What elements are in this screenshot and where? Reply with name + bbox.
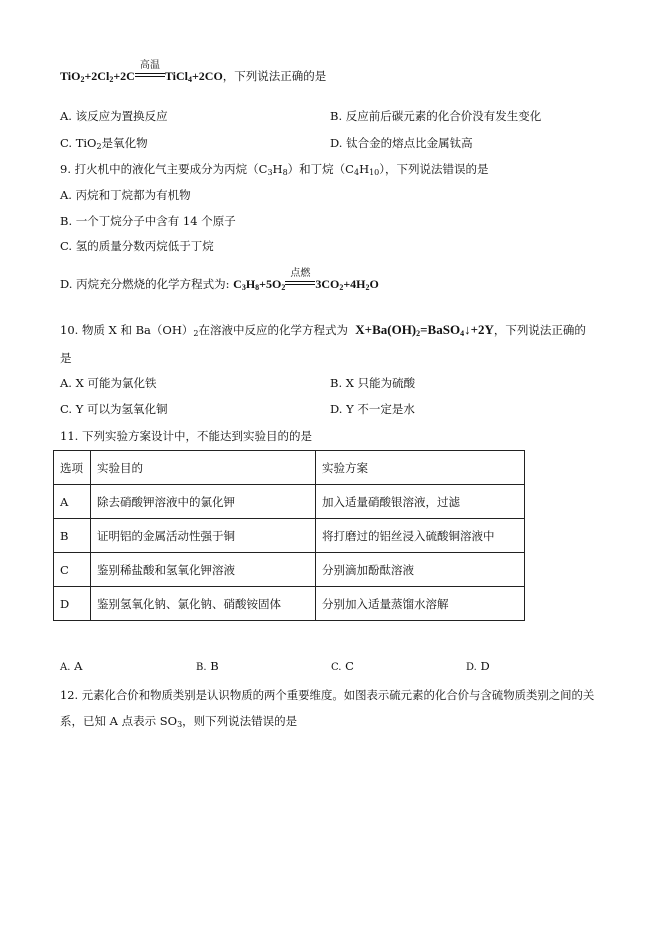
row-plan: 分别加入适量蒸馏水溶解 — [316, 587, 525, 621]
row-option: B — [54, 519, 91, 553]
row-plan: 加入适量硝酸银溶液，过滤 — [316, 485, 525, 519]
table-row — [54, 485, 525, 519]
q11-option-b: B. B — [196, 659, 219, 673]
table-header-row — [54, 451, 525, 485]
q9-option-b: B. 一个丁烷分子中含有 14 个原子 — [60, 214, 236, 228]
row-plan: 分别滴加酚酞溶液 — [316, 553, 525, 587]
q8-option-c: C. TiO$_2$是氧化物 — [60, 136, 148, 151]
table-row — [54, 519, 525, 553]
header-option: 选项 — [54, 451, 91, 485]
row-purpose: 除去硝酸钾溶液中的氯化钾 — [91, 485, 316, 519]
q10-stem-line2: 是 — [60, 351, 72, 365]
q8-option-a: A. 该反应为置换反应 — [60, 109, 168, 123]
table-row — [54, 553, 525, 587]
header-plan: 实验方案 — [316, 451, 525, 485]
row-purpose: 证明铝的金属活动性强于铜 — [91, 519, 316, 553]
row-purpose: 鉴别稀盐酸和氢氧化钾溶液 — [91, 553, 316, 587]
q9-option-a: A. 丙烷和丁烷都为有机物 — [60, 188, 191, 202]
q10-option-c: C. Y 可以为氢氧化铜 — [60, 402, 168, 416]
q9-option-c: C. 氢的质量分数丙烷低于丁烷 — [60, 239, 214, 253]
q10-option-d: D. Y 不一定是水 — [330, 402, 415, 416]
q8-stem-tail: ，下列说法正确的是 — [222, 69, 327, 83]
q11-stem: 11. 下列实验方案设计中，不能达到实验目的的是 — [60, 429, 312, 443]
reaction-condition: 点燃 — [285, 277, 315, 292]
row-option: A — [54, 485, 91, 519]
q10-option-b: B. X 只能为硫酸 — [330, 376, 416, 390]
q8-equation: $TiO_2+2Cl_2+2C$ 高温 TiCl$_4$+2CO — [60, 60, 223, 84]
q10-stem: 10. 物质 X 和 $Ba(OH)_2$在溶液中反应的化学方程式为 $X+Ba(OH)_2=BaSO_4↓+2Y$，下列说法正确的 — [60, 322, 586, 338]
header-purpose: 实验目的 — [91, 451, 316, 485]
q12-stem-line1: 12. 元素化合价和物质类别是认识物质的两个重要维度。如图表示硫元素的化合价与含硫物质类别之间的关 — [60, 688, 595, 702]
q10-equation: $X+Ba(OH)_2=BaSO_4↓+2Y$ — [355, 322, 494, 338]
reaction-condition: 高温 — [135, 69, 165, 84]
q11-experiment-table — [53, 450, 525, 621]
q10-option-a: A. X 可能为氯化铁 — [60, 376, 157, 390]
q9-option-d: D. 丙烷充分燃烧的化学方程式为: $C_3H_8+5O_2$ 点燃 $3CO_2+4H_2O$ — [60, 268, 379, 292]
q11-option-c: C. C — [331, 659, 354, 673]
row-purpose: 鉴别氢氧化钠、氯化钠、硝酸铵固体 — [91, 587, 316, 621]
q8-option-b: B. 反应前后碳元素的化合价没有发生变化 — [330, 109, 542, 123]
row-option: D — [54, 587, 91, 621]
table-row — [54, 587, 525, 621]
q11-option-d: D. D — [466, 659, 490, 673]
row-option: C — [54, 553, 91, 587]
q9-stem: 9. 打火机中的液化气主要成分为丙烷$(C_3H_8)$和丁烷$(C_4H_{10})$，下列说法错误的是 — [60, 162, 489, 177]
q8-equation-line — [60, 60, 327, 84]
row-plan: 将打磨过的铝丝浸入硫酸铜溶液中 — [316, 519, 525, 553]
q9-equation: $C_3H_8+5O_2$ 点燃 $3CO_2+4H_2O$ — [233, 268, 379, 292]
q12-stem-line2: 系，已知 A 点表示 $SO_3$，则下列说法错误的是 — [60, 714, 298, 729]
q8-option-d: D. 钛合金的熔点比金属钛高 — [330, 136, 473, 150]
q11-option-a: A. A — [60, 659, 83, 673]
